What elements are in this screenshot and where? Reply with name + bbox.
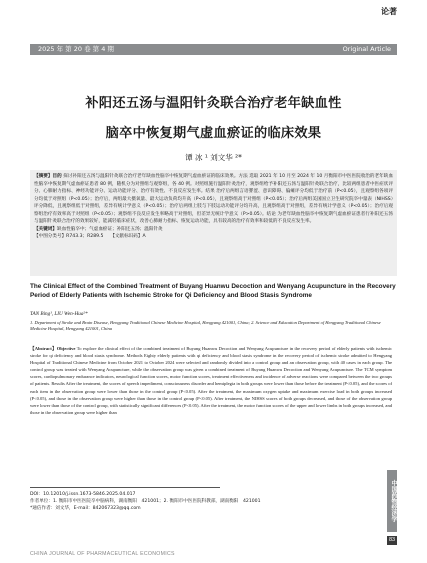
abstract-en-label: 【Abstract】Objective: [30, 346, 76, 351]
keywords-cn: [34, 226, 393, 234]
issue-bar: [30, 44, 397, 55]
footnotes: [30, 491, 380, 512]
classification-cn: 【中图分类号】R743.3；R289.5 【文献标识码】A: [34, 234, 146, 239]
article-type: Original Article: [342, 45, 391, 53]
keywords-cn-text: 缺血性脑卒中；气虚血瘀证；补阳还五汤；温阳针灸: [56, 226, 163, 232]
abstract-cn: [30, 170, 397, 276]
title-cn-line2: 脑卒中恢复期气虚血瘀证的临床效果: [105, 126, 322, 141]
footnote-affiliation: 作者单位：1. 衡阳市中医医院卒中脑病科，湖南衡阳 421001；2. 衡阳市中医医院科教部，湖南衡阳 421001: [30, 499, 261, 504]
journal-name: CHINA JOURNAL OF PHARMACEUTICAL ECONOMICS: [30, 551, 175, 557]
abstract-cn-text: 探讨补阳还五汤与温阳针灸联合治疗老年缺血性脑卒中恢复期气虚血瘀证的临床效果。方法 选取 2021 年 10 月至 2024 年 10 月衡阳市中医医院收治的老年缺血性脑卒中恢复期气虚血瘀证患者 80 例，随机分为对照组与观察组，各 40 例。对照组施行温阳针灸治疗，观察组给予补阳还五汤与温阳针灸联合治疗，比较两组患者中医症状评分、心肺耐力指标、神经功能评分、运动功能评分、治疗有效性、不良反应发生率。结果 治疗后两组言语謇涩、意识障碍、偏瘫评分均低于治疗前（P<0.05），且观察组各项评分均低于对照组（P<0.05）；治疗后，两组最大摄氧量、最大运动负荷均升高（P<0.05），且观察组高于对照组（P<0.05）；治疗后两组美国国立卫生研究院卒中量表（NIHSS）评分降低，且观察组低于对照组，差异有统计学意义（P<0.05）；治疗后两组上肢与下肢运动功能评分均升高，且观察组高于对照组，差异有统计学意义（P<0.05）；治疗后观察组治疗有效率高于对照组（P<0.05）；观察组不良反应发生率略高于对照组，但差异无统计学意义（P>0.05）。结论 为老年缺血性脑卒中恢复期气虚血瘀证患者行补阳还五汤与温阳针灸联合治疗的效果较好，能减轻临床症状，改善心肺耐力指标、恢复运动功能，具有较高的治疗有效率和较低的不良反应发生率。: [34, 174, 393, 224]
title-en: The Clinical Effect of the Combined Treatment of Buyang Huanwu Decoction and Wenyang Acupuncture in the Recovery Period of Elderly Patients with Ischemic Stroke for Qi Deficiency and Blood Stasis Syndrome: [30, 283, 396, 299]
side-tab: 中国药物经济学: [387, 470, 397, 532]
section-tag: 论著: [381, 7, 397, 16]
issue-info: 2025 年 第 20 卷 第 4 期: [38, 45, 114, 53]
page-number: 83: [388, 537, 396, 543]
doi: DOI：10.12010/j.issn.1673-5846.2025.04.017: [30, 492, 136, 497]
abstract-cn-label: 【摘要】目的: [34, 174, 62, 179]
title-cn-line1: 补阳还五汤与温阳针灸联合治疗老年缺血性: [85, 96, 342, 111]
abstract-en: [30, 345, 392, 475]
authors-cn: 谭 冰 ¹ 刘文华 ²*: [185, 153, 242, 162]
abstract-en-text: To explore the clinical effect of the combined treatment of Buyang Huanwu Decoction and Wenyang Acupuncture in the recovery period of elderly patients with ischemic stroke for qi deficiency and blood stasis syndrome. Methods Eighty elderly patients with qi deficiency and blood stasis syndrome in the recovery period of ischemic stroke admitted to Hengyang Hospital of Traditional Chinese Medicine from October 2021 to October 2024 were selected and randomly divided into a control group and an observation group, with 40 cases in each group. The control group was treated with Wenyang Acupuncture, while the observation group was given a combined treatment of Buyang Huanwu Decoction and Wenyang Acupuncture. The TCM symptom scores, cardiopulmonary endurance indicators, neurological function scores, motor function scores, treatment effectiveness and incidence of adverse reactions were compared between the two groups of patients. Results After the treatment, the scores of speech impediment, consciousness disorder and hemiplegia in both groups were lower than those before the treatment (P<0.05), and the scores of each item in the observation group were lower than those in the control group (P<0.05). After the treatment, the maximum oxygen uptake and maximum exercise load in both groups increased (P<0.05), and those in the observation group were higher than those in the control group (P<0.05). After treatment, the NIHSS scores of both groups decreased, and those of the observation group were lower than those of the control group, with statistically significant differences (P<0.05). After the treatment, the motor function scores of the upper and lower limbs in both groups increased, and those in the observation group were higher than: [30, 346, 392, 415]
corresponding-author: *通信作者：刘文华，E-mail：842067323@qq.com: [30, 506, 141, 511]
authors-en: TAN Bing¹, LIU Wen-Hua²*: [30, 311, 88, 317]
footnote-divider: [30, 487, 220, 488]
affiliations-en: 1. Department of Stroke and Brain Disease, Hengyang Traditional Chinese Medicine Hospital, Hengyang 421001, China; 2. Science and Education Department of Hengyang Traditional Chinese Medicine Hospital, Hengyang 421001, China: [30, 320, 381, 332]
keywords-cn-label: 【关键词】: [34, 226, 57, 232]
